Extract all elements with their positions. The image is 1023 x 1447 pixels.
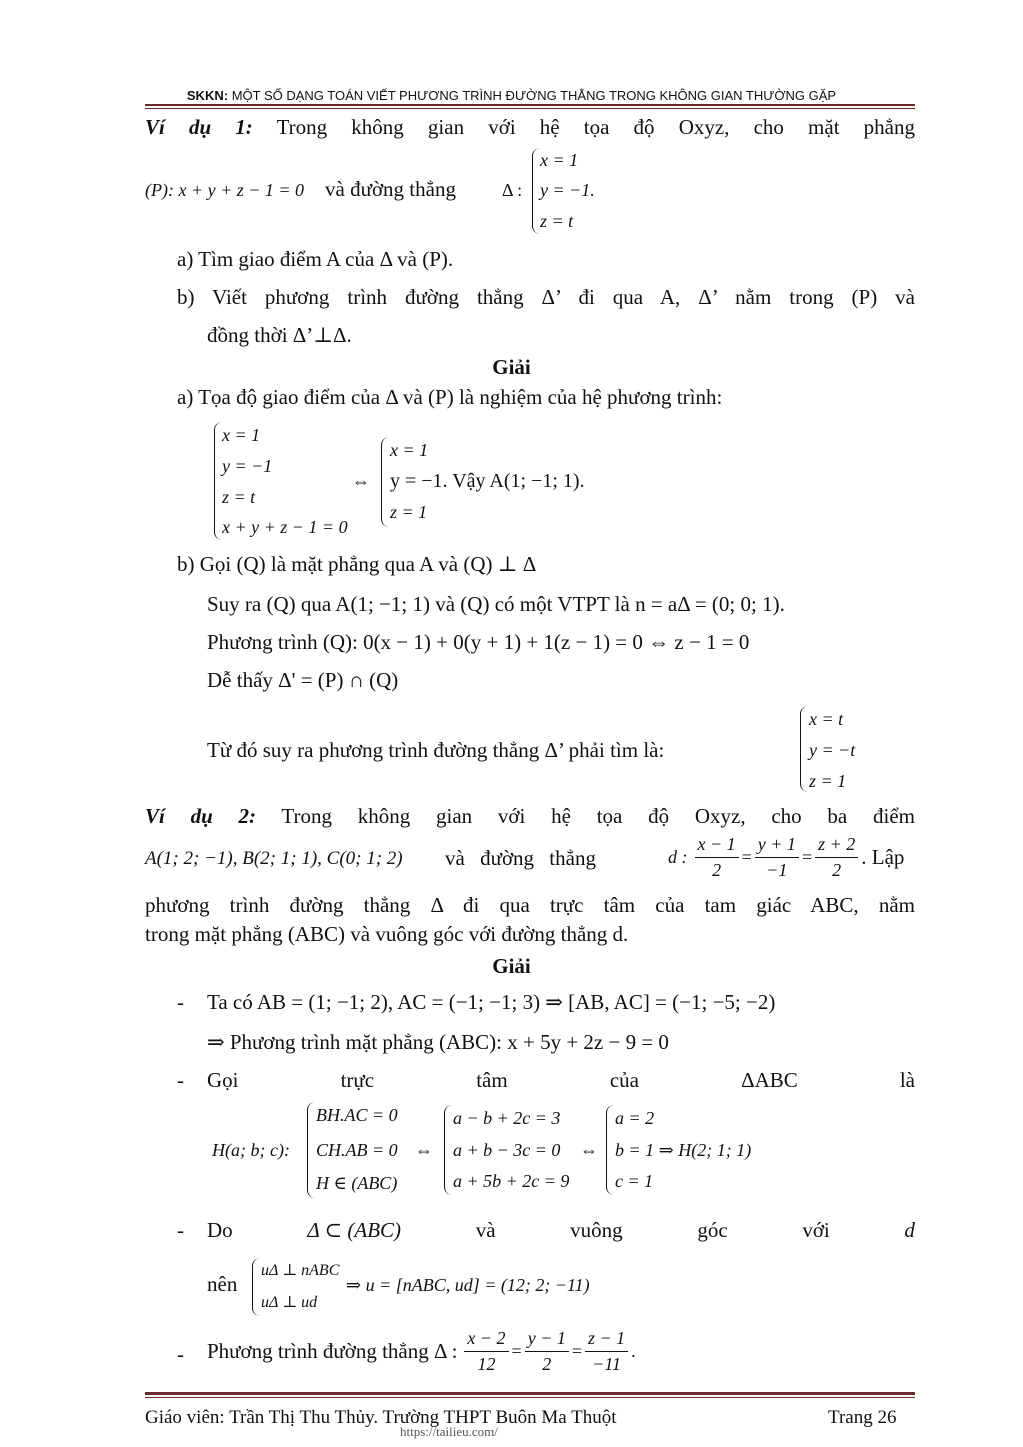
- ex2-hsys3-1: a = 2: [615, 1108, 655, 1128]
- ex1-question-b2: đồng thời Δ’⊥Δ.: [207, 323, 352, 347]
- ex2-res-frac-x: [464, 1328, 508, 1375]
- ex2-h-label: H(a; b; c):: [212, 1140, 290, 1160]
- ex2-equiv-2: ⇔: [580, 1140, 598, 1160]
- ex2-hsys2-3: a + 5b + 2c = 9: [453, 1171, 570, 1191]
- ex2-line3: trong mặt phẳng (ABC) và vuông góc với đường thẳng d.: [145, 922, 629, 946]
- ex2-label: Ví dụ 2:: [145, 804, 257, 828]
- ex1-intro-line: [145, 115, 915, 140]
- ex2-hsys3-2: b = 1 ⇒ H(2; 1; 1): [615, 1140, 752, 1160]
- ex2-step4-w4: vuông: [570, 1218, 623, 1242]
- ex2-nres: ⇒ u = [nABC, ud] = (12; 2; −11): [346, 1275, 590, 1295]
- ex2-dash-4: -: [177, 1342, 184, 1366]
- ex2-res-frac-y-den: 2: [542, 1354, 552, 1374]
- ex2-hsys1-1: BH.AC = 0: [316, 1105, 398, 1125]
- ex2-brace-h1: [307, 1102, 315, 1198]
- ex2-dash-3: -: [177, 1218, 184, 1242]
- ex2-brace-h2: [444, 1105, 452, 1195]
- ex2-hsys1-2: CH.AB = 0: [316, 1140, 398, 1160]
- ex1-answer-b4: Dễ thấy Δ' = (P) ∩ (Q): [207, 668, 399, 692]
- ex2-nen: nên: [207, 1272, 238, 1296]
- ex2-brace-h3: [606, 1105, 614, 1195]
- ex2-frac-y-num: y + 1: [755, 834, 799, 858]
- ex1-answer-b3: Phương trình (Q): 0(x − 1) + 0(y + 1) + 1(z − 1) = 0 ⇔ z − 1 = 0: [207, 630, 750, 654]
- ex2-hsys2-1: a − b + 2c = 3: [453, 1108, 561, 1128]
- ex2-step3-w1: Gọi: [207, 1068, 239, 1092]
- ex1-plane: (P): x + y + z − 1 = 0: [145, 180, 305, 200]
- ex2-solution-title: Giải: [492, 954, 531, 978]
- header-rule: [145, 104, 915, 106]
- ex1-sys4-3: z = t: [222, 487, 256, 507]
- ex1-label: Ví dụ 1:: [145, 115, 253, 139]
- ex1-result-2: y = −t: [809, 740, 856, 760]
- ex2-step5-label: Phương trình đường thẳng Δ :: [207, 1339, 458, 1363]
- ex2-intro: Trong không gian với hệ tọa độ Oxyz, cho ba điểm: [281, 804, 916, 828]
- ex1-result-3: z = 1: [809, 771, 847, 791]
- ex2-step4-w2: Δ ⊂ (ABC): [307, 1218, 402, 1242]
- ex2-step4-w6: với: [802, 1218, 830, 1242]
- ex2-frac-y: [755, 834, 799, 881]
- ex1-answer-b2: Suy ra (Q) qua A(1; −1; 1) và (Q) có một VTPT là n = aΔ = (0; 0; 1).: [207, 592, 785, 616]
- ex2-intro-line: [145, 804, 915, 829]
- ex1-and-line: và đường thẳng: [325, 177, 456, 201]
- ex1-solution-title: Giải: [492, 355, 531, 379]
- ex2-nsys-1: uΔ ⊥ nABC: [261, 1262, 340, 1279]
- ex1-delta: Δ :: [502, 180, 523, 200]
- header-prefix: SKKN:: [186, 88, 229, 103]
- ex1-answer-a: a) Tọa độ giao điểm của Δ và (P) là nghiệm của hệ phương trình:: [177, 385, 723, 409]
- ex2-step2: ⇒ Phương trình mặt phẳng (ABC): x + 5y + 2z − 9 = 0: [207, 1030, 669, 1054]
- ex2-res-frac-z: [585, 1328, 628, 1375]
- ex2-brace-n: [252, 1258, 260, 1316]
- ex1-brace-sys3: [381, 437, 389, 527]
- ex1-question-b1: b) Viết phương trình đường thẳng Δ’ đi qua A, Δ’ nằm trong (P) và: [177, 285, 915, 309]
- ex2-frac-z-num: z + 2: [815, 834, 858, 858]
- header-title: MỘT SỐ DẠNG TOÁN VIẾT PHƯƠNG TRÌNH ĐƯỜNG THẲNG TRONG KHÔNG GIAN THƯỜNG GẶP: [231, 88, 837, 103]
- ex2-step3: [207, 1068, 915, 1093]
- ex1-answer-b5: Từ đó suy ra phương trình đường thẳng Δ’ phải tìm là:: [207, 738, 665, 762]
- ex1-sys-3: z = t: [540, 211, 574, 231]
- ex2-and-line: và đường thẳng: [445, 846, 596, 870]
- ex2-res-frac-z-den: −11: [592, 1354, 621, 1374]
- ex1-sys4-4: x + y + z − 1 = 0: [222, 517, 348, 537]
- ex2-points: A(1; 2; −1), B(2; 1; 1), C(0; 1; 2): [145, 848, 403, 869]
- ex1-sys3-2: y = −1. Vậy A(1; −1; 1).: [390, 470, 585, 492]
- ex2-step3-w5: ΔABC: [741, 1068, 798, 1092]
- ex2-hsys3-3: c = 1: [615, 1171, 654, 1191]
- footer-rule: [145, 1392, 915, 1395]
- ex1-sys-1: x = 1: [540, 150, 579, 170]
- ex1-sys4-2: y = −1: [222, 456, 273, 476]
- ex2-lap: . Lập: [861, 845, 905, 869]
- ex2-nsys-2: uΔ ⊥ ud: [261, 1294, 318, 1311]
- ex2-step4-w1: Do: [207, 1218, 233, 1242]
- ex2-frac-x-den: 2: [712, 860, 722, 880]
- ex2-frac-z-den: 2: [832, 860, 842, 880]
- ex1-question-a: a) Tìm giao điểm A của Δ và (P).: [177, 247, 454, 271]
- ex1-sys-2: y = −1.: [540, 180, 595, 200]
- ex1-answer-b1: b) Gọi (Q) là mặt phẳng qua A và (Q) ⊥ Δ: [177, 552, 537, 576]
- footer-page: Trang 26: [828, 1407, 897, 1428]
- ex1-brace-sys4: [214, 422, 222, 540]
- ex2-frac-x-num: x − 1: [695, 834, 739, 858]
- ex2-step4-w7: d: [904, 1218, 915, 1242]
- ex2-res-frac-x-num: x − 2: [464, 1328, 508, 1352]
- ex1-sys3-1: x = 1: [390, 440, 429, 460]
- ex2-frac-x: [695, 834, 739, 881]
- ex2-res-frac-y: [525, 1328, 569, 1375]
- ex2-equiv-1: ⇔: [415, 1140, 433, 1160]
- ex2-res-frac-x-den: 12: [477, 1354, 496, 1374]
- ex2-d-label: d :: [668, 847, 688, 867]
- ex2-line2: phương trình đường thẳng Δ đi qua trực tâm của tam giác ABC, nằm: [145, 893, 915, 917]
- ex2-step3-w2: trực: [340, 1068, 375, 1092]
- ex1-brace-result: [800, 706, 808, 792]
- ex2-step4-w5: góc: [697, 1218, 728, 1242]
- ex2-step3-w4: của: [609, 1068, 639, 1092]
- ex2-res-frac-z-num: z − 1: [585, 1328, 628, 1352]
- ex1-brace: [532, 148, 540, 234]
- ex2-hsys1-3: H ∈ (ABC): [316, 1173, 398, 1193]
- ex2-step4-w3: và: [475, 1218, 496, 1242]
- ex2-frac-z: [815, 834, 858, 881]
- footer-url[interactable]: https://tailieu.com/: [400, 1424, 498, 1439]
- ex2-step3-w3: tâm: [476, 1068, 508, 1092]
- ex2-line-d: d : $\frac{x - 1}{2}$ = $\frac{y + 1}{-1}$ = $\frac{z + 2}{2}$ . Lập: [668, 834, 905, 880]
- ex2-dash-2: -: [177, 1068, 184, 1092]
- ex1-equiv: ⇔: [352, 471, 370, 491]
- ex2-step1: Ta có AB = (1; −1; 2), AC = (−1; −1; 3) ⇒ [AB, AC] = (−1; −5; −2): [207, 990, 776, 1014]
- header-rule-thin: [145, 108, 915, 109]
- ex2-step3-w6: là: [899, 1068, 915, 1092]
- footer-rule-thin: [145, 1397, 915, 1398]
- ex2-res-frac-y-num: y − 1: [525, 1328, 569, 1352]
- ex1-sys3-3: z = 1: [390, 502, 428, 522]
- ex2-step4: [207, 1218, 915, 1243]
- ex2-hsys2-2: a + b − 3c = 0: [453, 1140, 561, 1160]
- ex1-intro: Trong không gian với hệ tọa độ Oxyz, cho mặt phẳng: [276, 115, 915, 139]
- ex2-dash-1: -: [177, 990, 184, 1014]
- ex1-sys4-1: x = 1: [222, 425, 261, 445]
- ex2-step5: Phương trình đường thẳng Δ : $\frac{x - 2}{12}$ = $\frac{y - 1}{2}$ = $\frac{z - 1}{-11}$ .: [207, 1328, 636, 1374]
- ex2-frac-y-den: −1: [766, 860, 788, 880]
- footer-teacher: Giáo viên: Trần Thị Thu Thủy. Trường THPT Buôn Ma Thuột: [145, 1407, 617, 1428]
- ex1-result-1: x = t: [809, 709, 844, 729]
